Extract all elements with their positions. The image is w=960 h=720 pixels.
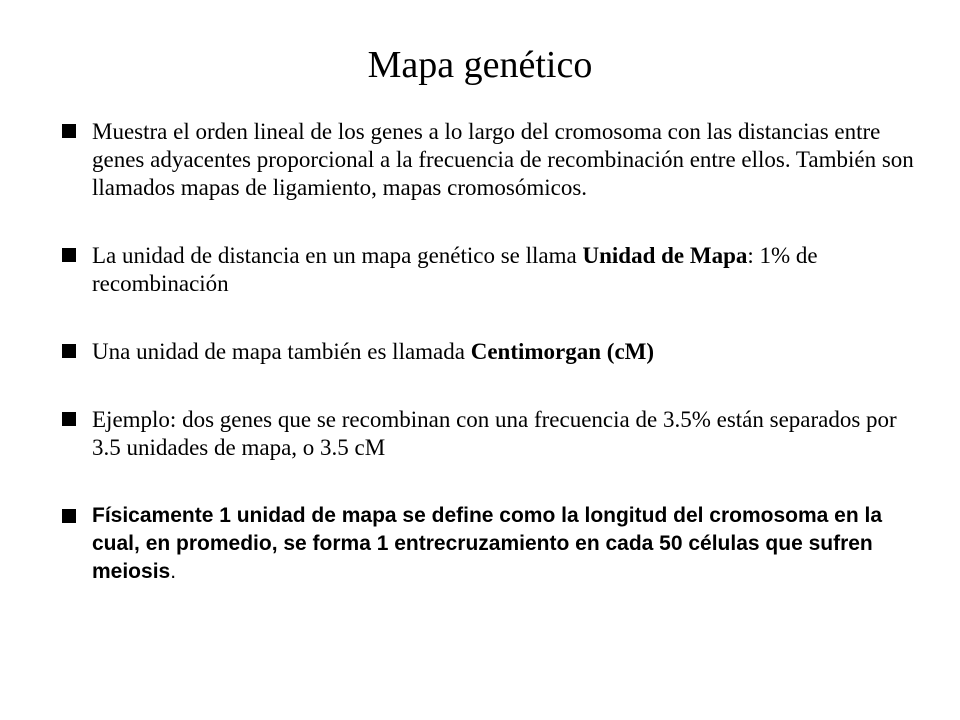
bullet-item-physical-definition bbox=[62, 502, 922, 586]
slide-title: Mapa genético bbox=[367, 44, 593, 86]
bullet-text: : 1% de recombinación bbox=[92, 243, 818, 296]
bullet-item-example bbox=[62, 406, 922, 462]
bullet-text: Ejemplo: dos genes que se recombinan con una frecuencia de 3.5% están separados por 3.5 unidades de mapa, o 3.5 cM bbox=[92, 407, 897, 460]
bullet-item-centimorgan bbox=[62, 338, 922, 366]
bullet-list bbox=[62, 118, 922, 626]
bullet-bold-text: Físicamente 1 unidad de mapa se define como la longitud del cromosoma en la cual, en promedio, se forma 1 entrecruzamiento en cada 50 células que sufren meiosis bbox=[92, 504, 883, 583]
bullet-item-map-unit bbox=[62, 242, 922, 298]
bullet-bold-term: Unidad de Mapa bbox=[582, 243, 748, 268]
bullet-text: Una unidad de mapa también es llamada bbox=[92, 339, 471, 364]
square-bullet-icon bbox=[62, 124, 76, 138]
square-bullet-icon bbox=[62, 509, 76, 523]
bullet-text: Muestra el orden lineal de los genes a lo largo del cromosoma con las distancias entre genes adyacentes proporcional a la frecuencia de recombinación entre ellos. También son llamados mapas de ligamiento, mapas cromosómicos. bbox=[92, 119, 914, 200]
bullet-bold-term: Centimorgan (cM) bbox=[470, 339, 655, 364]
bullet-item-definition bbox=[62, 118, 922, 202]
bullet-text: La unidad de distancia en un mapa genético se llama bbox=[92, 243, 583, 268]
bullet-text: . bbox=[170, 560, 177, 583]
square-bullet-icon bbox=[62, 248, 76, 262]
square-bullet-icon bbox=[62, 344, 76, 358]
square-bullet-icon bbox=[62, 412, 76, 426]
